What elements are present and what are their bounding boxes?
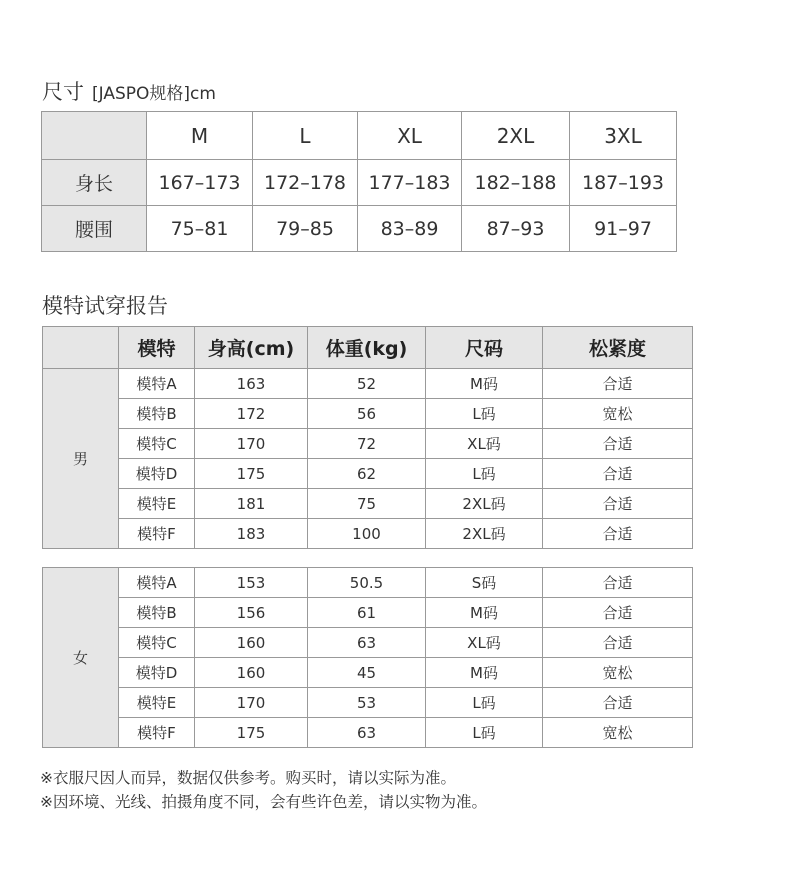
size-cell: M码 [426, 369, 543, 399]
weight-cell: 52 [308, 369, 426, 399]
fit-cell: 宽松 [543, 718, 693, 748]
height-cell: 181 [195, 489, 308, 519]
fit-cell: 合适 [543, 688, 693, 718]
model-row [43, 628, 693, 658]
size-unit-text: [JASPO规格]cm [92, 84, 216, 104]
size-cell: 83–89 [358, 206, 462, 252]
size-row-waist [42, 206, 677, 252]
height-cell: 172 [195, 399, 308, 429]
size-cell: 75–81 [147, 206, 253, 252]
gender-label: 男 [43, 369, 119, 549]
model-header-table [42, 326, 693, 369]
size-row-label: 身长 [42, 160, 147, 206]
size-header-3xl: 3XL [570, 112, 677, 160]
height-cell: 163 [195, 369, 308, 399]
model-name-cell: 模特C [119, 429, 195, 459]
weight-cell: 72 [308, 429, 426, 459]
header-model: 模特 [119, 327, 195, 369]
size-header-l: L [253, 112, 358, 160]
size-row-length [42, 160, 677, 206]
weight-cell: 61 [308, 598, 426, 628]
model-section-title: 模特试穿报告 [42, 294, 168, 318]
height-cell: 153 [195, 568, 308, 598]
size-cell: L码 [426, 399, 543, 429]
header-height: 身高(cm) [195, 327, 308, 369]
women-rows [43, 568, 693, 748]
gender-label: 女 [43, 568, 119, 748]
size-header-m: M [147, 112, 253, 160]
height-cell: 160 [195, 658, 308, 688]
size-cell: 87–93 [462, 206, 570, 252]
size-section-title [42, 76, 216, 106]
model-row [43, 658, 693, 688]
size-cell: M码 [426, 658, 543, 688]
model-name-cell: 模特E [119, 489, 195, 519]
model-name-cell: 模特D [119, 658, 195, 688]
model-row [43, 718, 693, 748]
model-row [43, 688, 693, 718]
fit-cell: 宽松 [543, 399, 693, 429]
size-table [41, 111, 677, 252]
size-cell: XL码 [426, 628, 543, 658]
model-row [43, 568, 693, 598]
fit-cell: 合适 [543, 459, 693, 489]
model-row [43, 399, 693, 429]
header-fit: 松紧度 [543, 327, 693, 369]
model-header-row [43, 327, 693, 369]
height-cell: 175 [195, 459, 308, 489]
weight-cell: 56 [308, 399, 426, 429]
size-cell: 2XL码 [426, 519, 543, 549]
size-cell: 177–183 [358, 160, 462, 206]
size-cell: 91–97 [570, 206, 677, 252]
fit-cell: 合适 [543, 628, 693, 658]
men-table [42, 368, 693, 549]
fit-cell: 合适 [543, 519, 693, 549]
size-cell: L码 [426, 459, 543, 489]
weight-cell: 62 [308, 459, 426, 489]
weight-cell: 45 [308, 658, 426, 688]
model-row [43, 459, 693, 489]
size-cell: 172–178 [253, 160, 358, 206]
height-cell: 156 [195, 598, 308, 628]
height-cell: 170 [195, 688, 308, 718]
model-name-cell: 模特F [119, 519, 195, 549]
weight-cell: 53 [308, 688, 426, 718]
model-name-cell: 模特A [119, 369, 195, 399]
model-name-cell: 模特C [119, 628, 195, 658]
model-name-cell: 模特F [119, 718, 195, 748]
notes [40, 766, 487, 814]
fit-cell: 合适 [543, 489, 693, 519]
size-title-text: 尺寸 [42, 80, 84, 104]
header-gender [43, 327, 119, 369]
size-cell: S码 [426, 568, 543, 598]
weight-cell: 100 [308, 519, 426, 549]
size-header-row [42, 112, 677, 160]
model-row [43, 598, 693, 628]
weight-cell: 63 [308, 628, 426, 658]
fit-cell: 合适 [543, 598, 693, 628]
size-cell: 2XL码 [426, 489, 543, 519]
weight-cell: 50.5 [308, 568, 426, 598]
height-cell: 170 [195, 429, 308, 459]
size-cell: 79–85 [253, 206, 358, 252]
height-cell: 175 [195, 718, 308, 748]
model-name-cell: 模特B [119, 399, 195, 429]
note-line: ※衣服尺因人而异，数据仅供参考。购买时，请以实际为准。 [40, 769, 456, 787]
fit-cell: 宽松 [543, 658, 693, 688]
note-line: ※因环境、光线、拍摄角度不同，会有些许色差，请以实物为准。 [40, 793, 487, 811]
model-name-cell: 模特D [119, 459, 195, 489]
size-cell: L码 [426, 688, 543, 718]
fit-cell: 合适 [543, 429, 693, 459]
model-row [43, 429, 693, 459]
size-cell: 187–193 [570, 160, 677, 206]
size-cell: M码 [426, 598, 543, 628]
model-row [43, 519, 693, 549]
header-weight: 体重(kg) [308, 327, 426, 369]
model-name-cell: 模特A [119, 568, 195, 598]
women-table [42, 567, 693, 748]
size-row-label: 腰围 [42, 206, 147, 252]
size-cell: L码 [426, 718, 543, 748]
size-corner-cell [42, 112, 147, 160]
height-cell: 160 [195, 628, 308, 658]
model-row [43, 369, 693, 399]
size-cell: XL码 [426, 429, 543, 459]
size-header-2xl: 2XL [462, 112, 570, 160]
model-row [43, 489, 693, 519]
weight-cell: 75 [308, 489, 426, 519]
height-cell: 183 [195, 519, 308, 549]
men-rows [43, 369, 693, 549]
size-cell: 167–173 [147, 160, 253, 206]
model-name-cell: 模特E [119, 688, 195, 718]
size-header-xl: XL [358, 112, 462, 160]
fit-cell: 合适 [543, 568, 693, 598]
weight-cell: 63 [308, 718, 426, 748]
model-name-cell: 模特B [119, 598, 195, 628]
header-size: 尺码 [426, 327, 543, 369]
size-cell: 182–188 [462, 160, 570, 206]
fit-cell: 合适 [543, 369, 693, 399]
